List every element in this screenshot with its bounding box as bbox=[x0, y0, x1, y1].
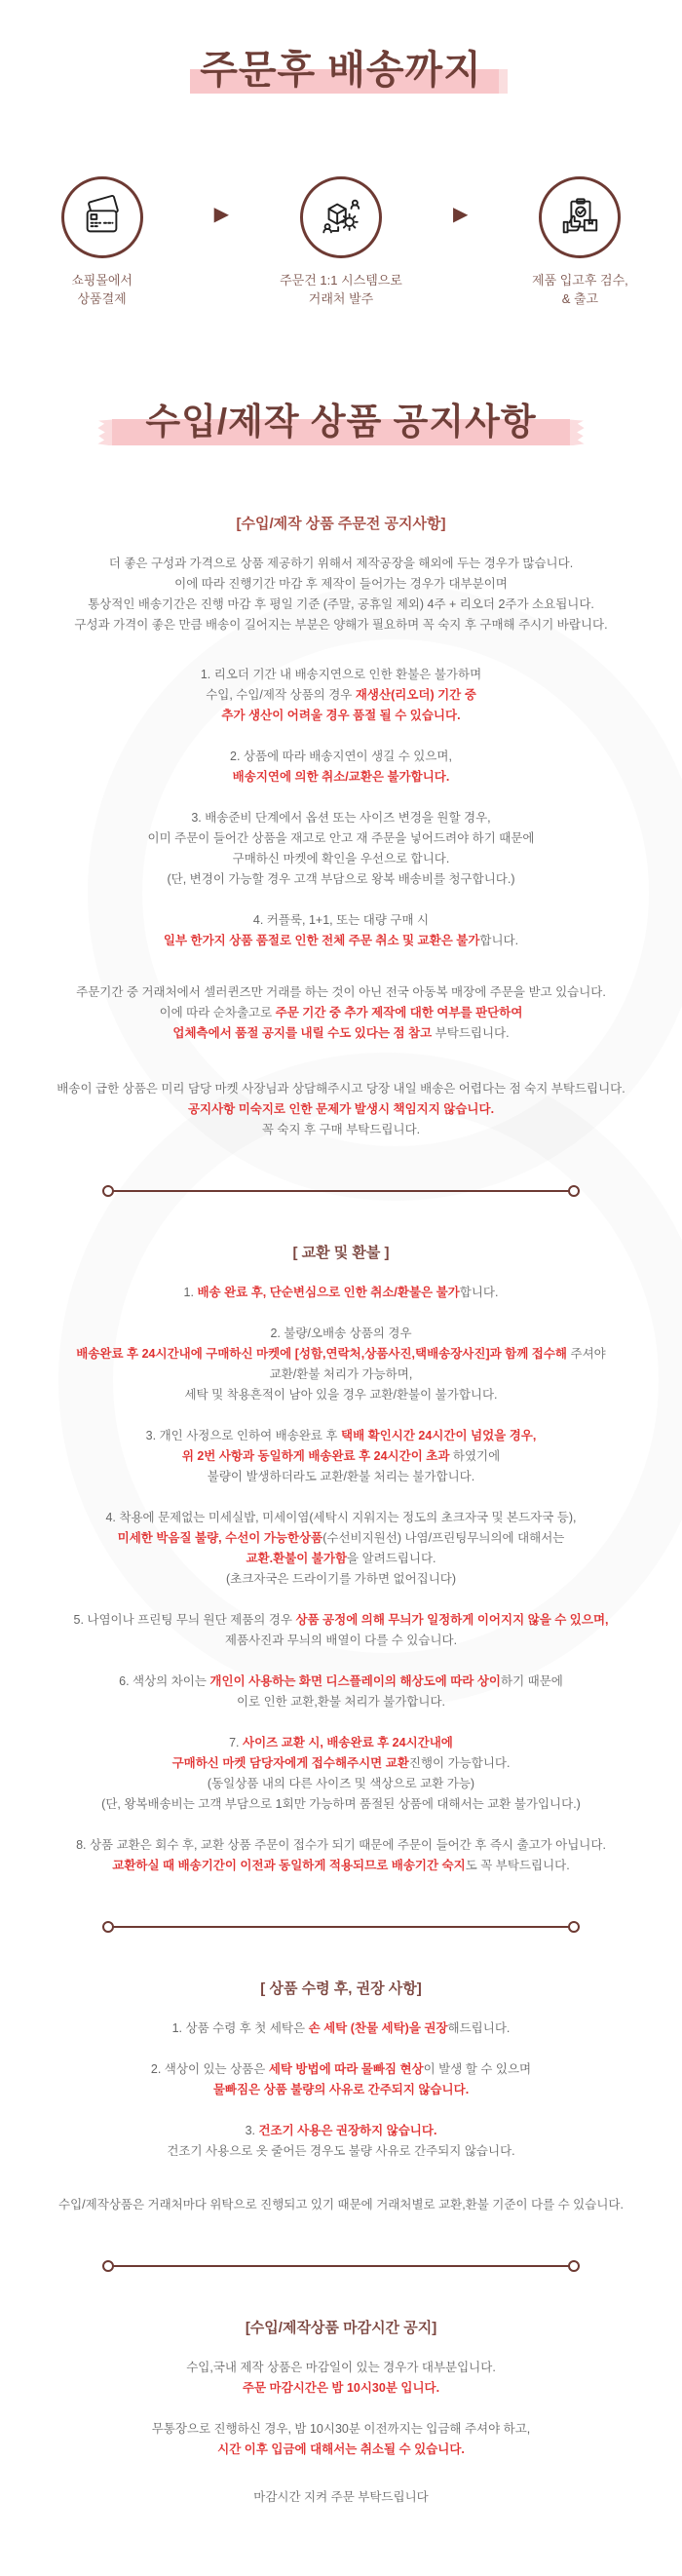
arrow-right-icon: ▶ bbox=[213, 203, 229, 225]
section-heading: [수입/제작 상품 주문전 공지사항] bbox=[236, 516, 446, 533]
notice-paragraph: 3. 배송준비 단계에서 옵션 또는 사이즈 변경을 원할 경우, 이미 주문이 들어간 상품을 재고로 안고 재 주문을 넣어드려야 하기 때문에 구매하신 마켓에 확인을 우선으로 합니다. (단, 변경이 가능할 경우 고객 부담으로 왕복 배송비를 청구합니다.) bbox=[147, 811, 535, 887]
notice-paragraph: 3. 개인 사정으로 인하여 배송완료 후 택배 확인시간 24시간이 넘었을 경우, 위 2번 사항과 동일하게 배송완료 후 24시간이 초과 하였기에 불량이 발생하더라도 교환/환불 처리는 불가합니다. bbox=[145, 1429, 537, 1484]
step-label: 주문건 1:1 시스템으로 거래처 발주 bbox=[280, 272, 402, 307]
notice-sections bbox=[0, 472, 682, 2576]
order-system-icon bbox=[300, 176, 382, 258]
step-label: 제품 입고후 검수, & 출고 bbox=[532, 272, 628, 307]
section-divider bbox=[102, 1921, 580, 1933]
divider-rule bbox=[113, 1190, 569, 1192]
arrow-right-icon: ▶ bbox=[453, 203, 469, 225]
section-heading: [ 상품 수령 후, 권장 사항] bbox=[260, 1980, 422, 1998]
notice-paragraph: 5. 나염이나 프린팅 무늬 원단 제품의 경우 상품 공정에 의해 무늬가 일정하게 이어지지 않을 수 있으며, 제품사진과 무늬의 배열이 다를 수 있습니다. bbox=[73, 1613, 609, 1648]
notice-paragraph: 8. 상품 교환은 회수 후, 교환 상품 주문이 접수가 되기 때문에 주문이 들어간 후 즉시 출고가 아닙니다. 교환하실 때 배송기간이 이전과 동일하게 적용되므로 배송기간 숙지도 꼭 부탁드립니다. bbox=[76, 1838, 606, 1873]
notice-paragraph: 더 좋은 구성과 가격으로 상품 제공하기 위해서 제작공장을 해외에 두는 경우가 많습니다. 이에 따라 진행기간 마감 후 제작이 들어가는 경우가 대부분이며 통상적인 배송기간은 진행 마감 후 평일 기준 (주말, 공휴일 제외) 4주 + 리오더 2주가 소요됩니다. 구성과 가격이 좋은 만큼 배송이 길어지는 부분은 양해가 필요하며 꼭 숙지 후 구매해 주시기 바랍니다. bbox=[74, 557, 608, 633]
step-inspection bbox=[493, 176, 666, 309]
notice-paragraph: 4. 착용에 문제없는 미세실밥, 미세이염(세탁시 지워지는 정도의 초크자국 및 본드자국 등), 미세한 박음질 불량, 수선이 가능한상품(수선비지원선) 나염/프린팅무늬의에 대해서는 교환.환불이 불가함을 알려드립니다. (초크자국은 드라이기를 가하면 없어집니다) bbox=[105, 1511, 577, 1587]
divider-rule bbox=[113, 2265, 569, 2267]
section-heading: [수입/제작상품 마감시간 공지] bbox=[245, 2320, 437, 2337]
notice-paragraph: 수입/제작상품은 거래처마다 위탁으로 진행되고 있기 때문에 거래처별로 교환,환불 기준이 다를 수 있습니다. bbox=[58, 2198, 624, 2212]
notice-paragraph: 7. 사이즈 교환 시, 배송완료 후 24시간내에 구매하신 마켓 담당자에게 접수해주시면 교환진행이 가능합니다. (동일상품 내의 다른 사이즈 및 색상으로 교환 가능) (단, 왕복배송비는 고객 부담으로 1회만 가능하며 품절된 상품에 대해서는 교환 불가입니다.) bbox=[101, 1736, 581, 1812]
notice-paragraph: 3. 건조기 사용은 권장하지 않습니다. 건조기 사용으로 옷 줄어든 경우도 불량 사유로 간주되지 않습니다. bbox=[167, 2124, 515, 2159]
hero-title: 주문후 배송까지 bbox=[200, 49, 482, 92]
divider-end-dot bbox=[568, 1185, 580, 1197]
notice-paragraph: 1. 배송 완료 후, 단순변심으로 인한 취소/환불은 불가합니다. bbox=[183, 1286, 499, 1300]
section-divider bbox=[102, 1185, 580, 1197]
notice-paragraph: 1. 리오더 기간 내 배송지연으로 인한 환불은 불가하며 수입, 수입/제작 상품의 경우 재생산(리오더) 기간 중 추가 생산이 어려울 경우 품절 될 수 있습니다. bbox=[200, 668, 482, 723]
notice-paragraph: 주문기간 중 거래처에서 셀러퀸즈만 거래를 하는 것이 아닌 전국 아동복 매장에 주문을 받고 있습니다. 이에 따라 순차출고로 주문 기간 중 추가 제작에 대한 여부를 판단하여 업체측에서 품절 공지를 내릴 수도 있다는 점 참고 부탁드립니다. bbox=[76, 985, 606, 1041]
step-payment bbox=[16, 176, 189, 309]
step-label: 쇼핑몰에서 상품결제 bbox=[71, 272, 133, 307]
notice-paragraph: 마감시간 지켜 주문 부탁드립니다 bbox=[253, 2490, 429, 2505]
notice-paragraph: 6. 색상의 차이는 개인이 사용하는 화면 디스플레이의 해상도에 따라 상이하기 때문에 이로 인한 교환,환불 처리가 불가합니다. bbox=[119, 1674, 563, 1710]
section-divider bbox=[102, 2260, 580, 2272]
inspection-icon bbox=[539, 176, 621, 258]
notice-paragraph: 1. 상품 수령 후 첫 세탁은 손 세탁 (찬물 세탁)을 권장해드립니다. bbox=[171, 2021, 511, 2036]
notice-paragraph: 배송이 급한 상품은 미리 담당 마켓 사장님과 상담해주시고 당장 내일 배송은 어렵다는 점 숙지 부탁드립니다. 공지사항 미숙지로 인한 문제가 발생시 책임지지 않습니다. 꼭 숙지 후 구매 부탁드립니다. bbox=[57, 1082, 625, 1137]
notice-paragraph: 수입,국내 제작 상품은 마감일이 있는 경우가 대부분입니다. 주문 마감시간은 밤 10시30분 입니다. bbox=[186, 2361, 496, 2396]
step-order-system bbox=[254, 176, 428, 309]
notice-paragraph: 4. 커플룩, 1+1, 또는 대량 구매 시 일부 한가지 상품 품절로 인한 전체 주문 취소 및 교환은 불가합니다. bbox=[163, 913, 519, 948]
divider-end-dot bbox=[568, 2260, 580, 2272]
section-heading: [ 교환 및 환불 ] bbox=[292, 1245, 390, 1262]
notice-paragraph: 무통장으로 진행하신 경우, 밤 10시30분 이전까지는 입금해 주셔야 하고, 시간 이후 입금에 대해서는 취소될 수 있습니다. bbox=[151, 2422, 531, 2457]
credit-card-icon bbox=[61, 176, 143, 258]
notice-paragraph: 2. 색상이 있는 상품은 세탁 방법에 따라 물빠짐 현상이 발생 할 수 있으며 물빠짐은 상품 불량의 사유로 간주되지 않습니다. bbox=[150, 2062, 532, 2097]
divider-end-dot bbox=[568, 1921, 580, 1933]
order-process-steps bbox=[0, 176, 682, 309]
notice-paragraph: 2. 불량/오배송 상품의 경우 배송완료 후 24시간내에 구매하신 마켓에 [성함,연락처,상품사진,택배송장사진]과 함께 접수해 주셔야 교환/환불 처리가 가능하며, 세탁 및 착용흔적이 남아 있을 경우 교환/환불이 불가합니다. bbox=[76, 1326, 606, 1403]
notice-title: 수입/제작 상품 공지사항 bbox=[145, 403, 536, 442]
divider-rule bbox=[113, 1926, 569, 1928]
notice-paragraph: 2. 상품에 따라 배송지연이 생길 수 있으며, 배송지연에 의한 취소/교환은 불가합니다. bbox=[230, 750, 452, 785]
